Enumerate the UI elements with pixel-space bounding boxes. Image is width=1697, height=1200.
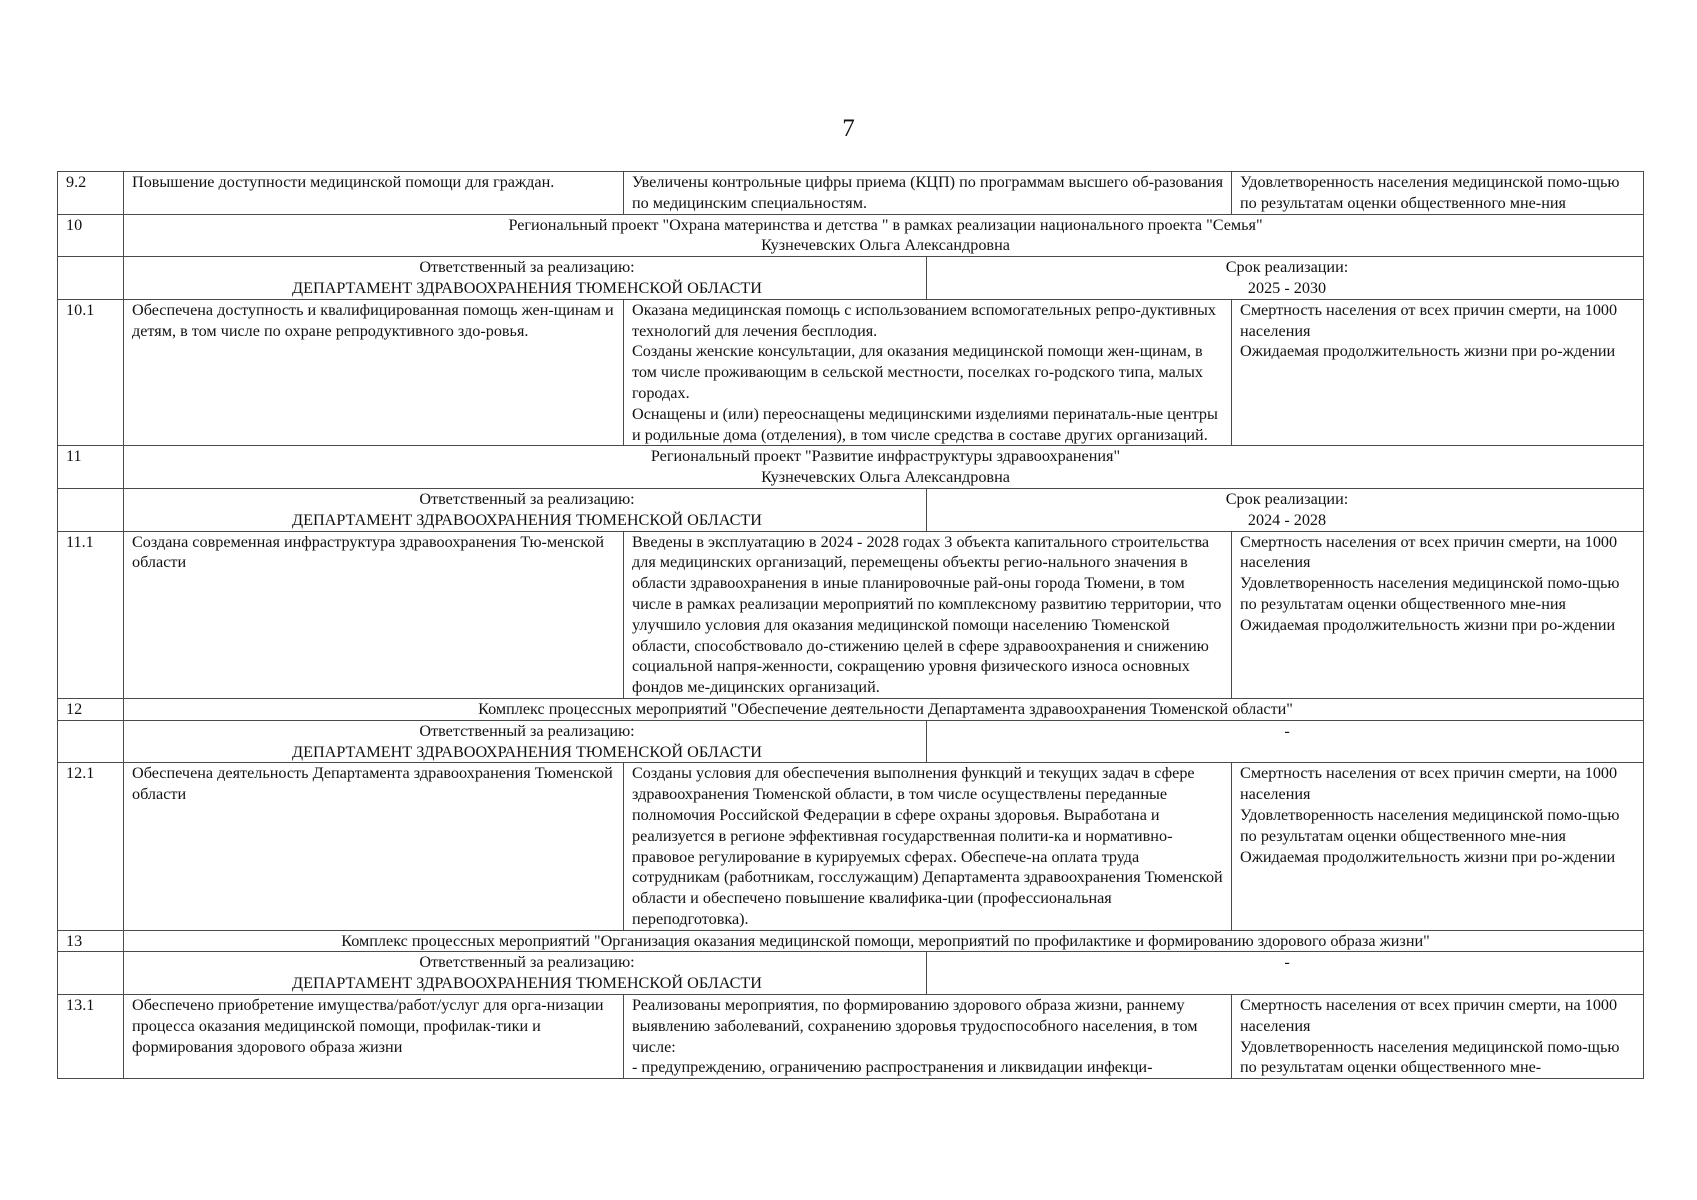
result-paragraph: Введены в эксплуатацию в 2024 - 2028 годах 3 объекта капитального строительства для медицинских организаций, перемещены объекты регио-нального значения в области здравоохранения в иные планировочные рай-оны города Тюмени, в том числе в рамках реализации мероприятий по комплексному развитию территории, что улучшило условия для оказания медицинской помощи населению Тюменской области, способствовало до-стижению целей в сфере здравоохранения и снижению социальной напря-женности, сокращению уровня физического износа основных фондов ме-дицинских организаций.	[632, 532, 1222, 697]
responsible-cell	[124, 952, 927, 995]
responsible-value: ДЕПАРТАМЕНТ ЗДРАВООХРАНЕНИЯ ТЮМЕНСКОЙ ОБЛАСТИ	[292, 510, 762, 529]
responsible-label: Ответственный за реализацию:	[419, 953, 635, 972]
indicator-item: Смертность населения от всех причин смерти, на 1000 населения	[1240, 996, 1618, 1035]
section-title-cell	[124, 698, 1644, 720]
empty-cell	[58, 257, 124, 300]
indicators-cell	[1232, 299, 1644, 446]
responsible-row-10	[58, 257, 1644, 300]
row-number: 12	[58, 698, 124, 720]
task-text: Обеспечено приобретение имущества/работ/услуг для орга-низации процесса оказания медицинской помощи, профилак-тики и формирования здорового образа жизни	[132, 996, 604, 1056]
indicator-item: Ожидаемая продолжительность жизни при ро-ждении	[1240, 342, 1616, 361]
row-number: 11	[58, 446, 124, 489]
indicators-cell	[1232, 172, 1644, 215]
task-cell: Обеспечена деятельность Департамента здравоохранения Тюменской области	[124, 763, 624, 930]
section-title: Региональный проект "Охрана материнства и детства " в рамках реализации национального проекта "Семья"	[508, 215, 1263, 234]
page-number: 7	[842, 115, 855, 142]
section-title-cell	[124, 930, 1644, 952]
indicator-item: Удовлетворенность населения медицинской помо-щью по результатам оценки общественного мне-ния	[1240, 574, 1620, 613]
indicator-item: Удовлетворенность населения медицинской помо-щью по результатам оценки общественного мне-ния	[1240, 805, 1620, 845]
result-paragraph: Созданы женские консультации, для оказания медицинской помощи жен-щинам, в том числе проживающим в сельской местности, поселках го-родского типа, малых городах.	[632, 342, 1203, 402]
indicator-item: Удовлетворенность населения медицинской помо-щью по результатам оценки общественного мне-	[1240, 1037, 1620, 1077]
section-title-cell	[124, 446, 1644, 489]
section-curator: Кузнечевских Ольга Александровна	[761, 236, 1010, 255]
empty-cell	[58, 720, 124, 763]
responsible-label: Ответственный за реализацию:	[419, 489, 635, 508]
responsible-cell	[124, 720, 927, 763]
result-paragraph: Оснащены и (или) переоснащены медицинскими изделиями перинаталь-ные центры и родильные дома (отделения), в том числе средства в составе других организаций.	[632, 404, 1218, 444]
row-number: 9.2	[58, 172, 124, 215]
responsible-row-13	[58, 952, 1644, 995]
section-row-10	[58, 214, 1644, 257]
term-label: Срок реализации:	[1225, 489, 1349, 508]
term-value: 2025 - 2030	[1247, 278, 1327, 297]
indicators-cell	[1232, 763, 1644, 930]
task-cell: Обеспечена доступность и квалифицированная помощь жен-щинам и детям, в том числе по охране репродуктивного здо-ровья.	[124, 299, 624, 446]
responsible-cell	[124, 488, 927, 531]
result-paragraph: Созданы условия для обеспечения выполнения функций и текущих задач в сфере здравоохранения Тюменской области, в том числе осуществлены переданные полномочия Российской Федерации в сфере охраны здоровья. Выработана и реализуется в регионе эффективная государственная полити-ка и нормативно-правовое регулирование в курируемых сферах. Обеспече-на оплата труда сотрудникам (работникам, госслужащим) Департамента здравоохранения Тюменской области и обеспечено повышение квалифика-ции (профессиональная переподготовка).	[632, 764, 1223, 928]
indicator-item: Смертность населения от всех причин смерти, на 1000 населения	[1240, 300, 1618, 340]
responsible-label: Ответственный за реализацию:	[419, 258, 635, 277]
result-cell	[624, 299, 1232, 446]
section-row-13	[58, 930, 1644, 952]
row-number: 10	[58, 214, 124, 257]
row-number-text: 13.1	[66, 996, 95, 1015]
task-cell: Повышение доступности медицинской помощи для граждан.	[124, 172, 624, 215]
responsible-value: ДЕПАРТАМЕНТ ЗДРАВООХРАНЕНИЯ ТЮМЕНСКОЙ ОБЛАСТИ	[292, 278, 762, 297]
indicator-item: Смертность населения от всех причин смерти, на 1000 населения	[1240, 532, 1618, 572]
section-row-12	[58, 698, 1644, 720]
row-number	[58, 995, 124, 1079]
responsible-value: ДЕПАРТАМЕНТ ЗДРАВООХРАНЕНИЯ ТЮМЕНСКОЙ ОБЛАСТИ	[292, 974, 762, 993]
result-cell: Увеличены контрольные цифры приема (КЦП) по программам высшего об-разования по медицинским специальностям.	[624, 172, 1232, 215]
empty-cell	[58, 488, 124, 531]
term-cell	[927, 257, 1644, 300]
indicators-cell	[1232, 995, 1644, 1079]
program-structure-table	[57, 171, 1644, 1079]
term-value: 2024 - 2028	[1247, 510, 1327, 529]
table-row-12-1	[58, 763, 1644, 930]
task-cell: Создана современная инфраструктура здравоохранения Тю-менской области	[124, 531, 624, 698]
result-cell	[624, 995, 1232, 1079]
section-title: Комплекс процессных мероприятий "Организация оказания медицинской помощи, мероприятий по профилактике и формированию здорового образа жизни"	[341, 931, 1430, 950]
row-number: 13	[58, 930, 124, 952]
indicators-cell	[1232, 531, 1644, 698]
term-value: -	[1284, 953, 1290, 972]
indicator-item: Ожидаемая продолжительность жизни при ро-ждении	[1240, 847, 1616, 866]
section-title-cell	[124, 214, 1644, 257]
term-cell	[927, 488, 1644, 531]
term-value: -	[1284, 721, 1290, 740]
result-cell	[624, 531, 1232, 698]
section-title: Комплекс процессных мероприятий "Обеспечение деятельности Департамента здравоохранения Тюменской области"	[478, 699, 1293, 718]
responsible-row-11	[58, 488, 1644, 531]
table-row-11-1	[58, 531, 1644, 698]
indicator-item: Ожидаемая продолжительность жизни при ро-ждении	[1240, 615, 1616, 634]
responsible-value: ДЕПАРТАМЕНТ ЗДРАВООХРАНЕНИЯ ТЮМЕНСКОЙ ОБЛАСТИ	[292, 742, 762, 761]
row-number: 12.1	[58, 763, 124, 930]
table-row-10-1	[58, 299, 1644, 446]
responsible-label: Ответственный за реализацию:	[419, 721, 635, 740]
responsible-row-12	[58, 720, 1644, 763]
responsible-cell	[124, 257, 927, 300]
task-cell	[124, 995, 624, 1079]
indicator-item: Смертность населения от всех причин смерти, на 1000 населения	[1240, 764, 1618, 804]
section-curator: Кузнечевских Ольга Александровна	[761, 468, 1010, 487]
row-number: 11.1	[58, 531, 124, 698]
section-row-11	[58, 446, 1644, 489]
term-label: Срок реализации:	[1225, 258, 1349, 277]
table-row-9-2	[58, 172, 1644, 215]
table-row-13-1	[58, 995, 1644, 1079]
row-number: 10.1	[58, 299, 124, 446]
section-title: Региональный проект "Развитие инфраструктуры здравоохранения"	[650, 447, 1121, 466]
term-cell	[927, 720, 1644, 763]
result-paragraph: Оказана медицинская помощь с использованием вспомогательных репро-дуктивных технологий для лечения бесплодия.	[632, 300, 1216, 340]
result-paragraph: Реализованы мероприятия, по формированию здорового образа жизни, раннему выявлению заболеваний, сохранению здоровья трудоспособного населения, в том числе:	[632, 996, 1198, 1056]
term-cell	[927, 952, 1644, 995]
indicator-item: Удовлетворенность населения медицинской помо-щью по результатам оценки общественного мне-ния	[1240, 173, 1620, 212]
result-cell	[624, 763, 1232, 930]
result-paragraph: - предупреждению, ограничению распространения и ликвидации инфекци-	[632, 1058, 1153, 1077]
empty-cell	[58, 952, 124, 995]
